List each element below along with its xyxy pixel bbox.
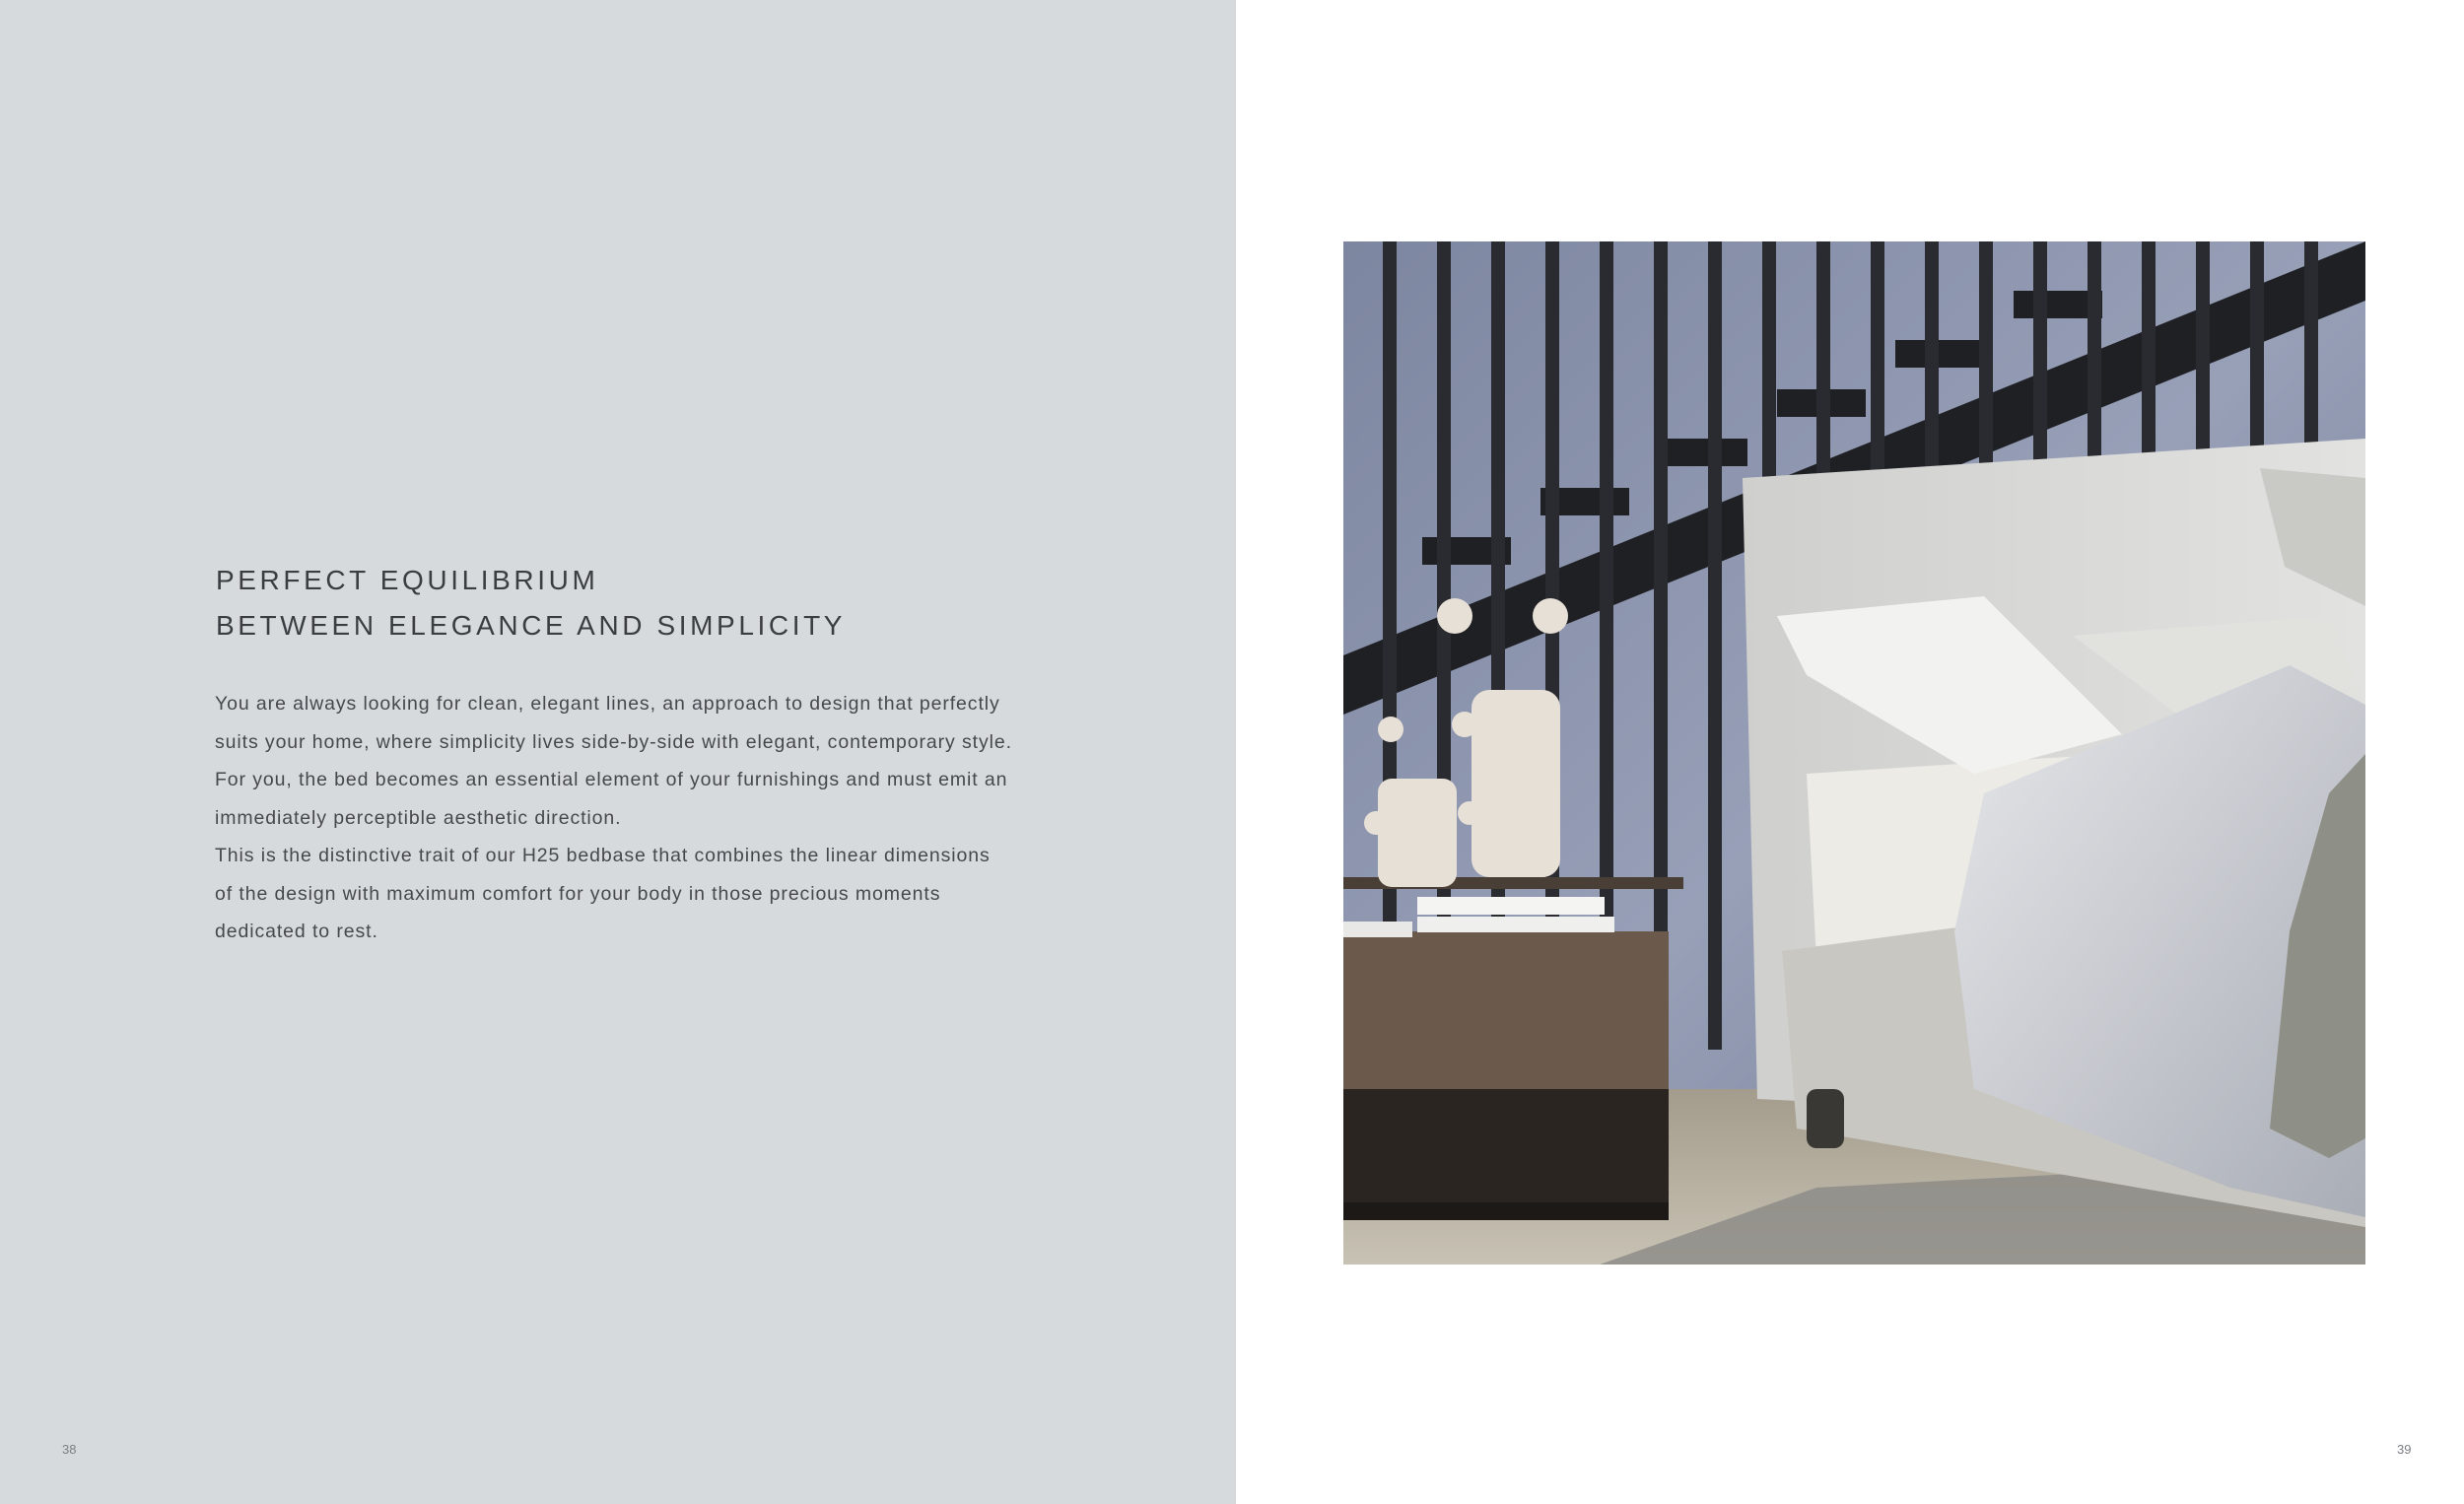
page-number-right: 39: [2397, 1442, 2412, 1457]
body-line: of the design with maximum comfort for your body in those precious moments: [215, 882, 941, 905]
headline-line-1: PERFECT EQUILIBRIUM: [216, 565, 599, 595]
body-line: For you, the bed becomes an essential element of your furnishings and must emit an: [215, 769, 1008, 790]
headline-line-2: BETWEEN ELEGANCE AND SIMPLICITY: [216, 610, 847, 641]
bed-foot: [1807, 1089, 1844, 1148]
body-line: This is the distinctive trait of our H25 bedbase that combines the linear dimensions: [215, 845, 991, 866]
body-line: suits your home, where simplicity lives side-by-side with elegant, contemporary style.: [215, 730, 1012, 753]
headline: [216, 558, 846, 649]
body-line: dedicated to rest.: [215, 921, 378, 942]
body-line: immediately perceptible aesthetic direction.: [215, 806, 622, 829]
bedroom-photo: [1343, 241, 2365, 1265]
body-line: You are always looking for clean, elegant lines, an approach to design that perfectly: [215, 693, 1000, 715]
page-number-left: 38: [62, 1442, 77, 1457]
body-copy: [215, 685, 1012, 951]
